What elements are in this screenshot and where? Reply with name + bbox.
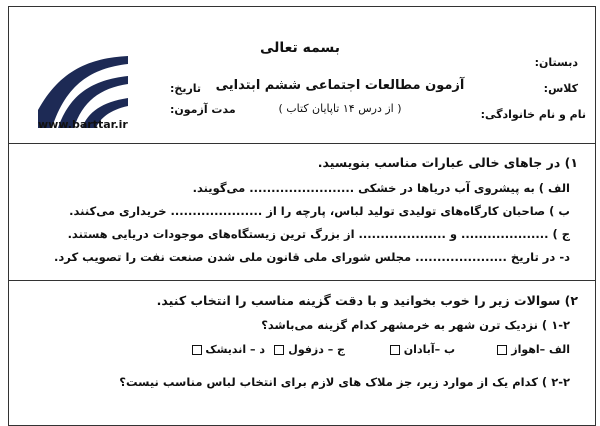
option-a-label: الف –اهواز [511, 343, 570, 356]
section-divider [8, 280, 596, 281]
question-1-title: ۱) در جاهای خالی عبارات مناسب بنویسید. [317, 155, 578, 170]
question-1-line-d: د- در تاریخ ..................... مجلس شورای ملی قانون ملی شدن صنعت نفت را تصویب کرد. [54, 250, 570, 264]
class-label: کلاس: [543, 82, 578, 95]
checkbox[interactable] [274, 345, 284, 355]
date-label: تاریخ: [170, 82, 202, 95]
school-label: دبستان: [534, 56, 578, 69]
question-1-line-c: ج ) .................... و .................... از بزرگ ترین زیستگاه‌های موجودات دریایی هستند. [67, 227, 570, 241]
option-c-label: ج – دزفول [288, 343, 345, 356]
option-d-label: د – اندیشک [205, 343, 265, 356]
name-label: نام و نام خانوادگی: [480, 108, 586, 121]
question-2-2: ۲-۲ ) کدام یک از موارد زیر، جز ملاک های لازم برای انتخاب لباس مناسب نیست؟ [119, 375, 570, 389]
option-c[interactable] [272, 343, 345, 356]
page-title: بسمه تعالی [259, 40, 341, 56]
header-divider [8, 143, 596, 144]
option-a[interactable] [495, 343, 570, 356]
checkbox[interactable] [192, 345, 202, 355]
website-link[interactable]: www.barttar.ir [38, 118, 128, 131]
checkbox[interactable] [497, 345, 507, 355]
exam-subject: آزمون مطالعات اجتماعی ششم ابتدایی [215, 78, 465, 93]
question-1-line-a: الف ) به پیشروی آب دریاها در خشکی ........................ می‌گویند. [192, 181, 570, 195]
exam-range: ( از درس ۱۴ تاپایان کتاب ) [278, 102, 402, 115]
question-2-title: ۲) سوالات زیر را خوب بخوانید و با دقت گزینه مناسب را انتخاب کنید. [156, 293, 578, 308]
option-b-label: ب –آبادان [403, 343, 455, 356]
question-2-1: ۱-۲ ) نزدیک ترن شهر به خرمشهر کدام گزینه می‌باشد؟ [261, 318, 570, 332]
checkbox[interactable] [390, 345, 400, 355]
duration-label: مدت آزمون: [170, 103, 236, 116]
option-d[interactable] [190, 343, 266, 356]
question-1-line-b: ب ) صاحبان کارگاه‌های تولیدی تولید لباس، پارچه را از ..................... خریداری می‌کنند. [69, 204, 570, 218]
option-b[interactable] [388, 343, 455, 356]
logo-icon [30, 50, 130, 128]
